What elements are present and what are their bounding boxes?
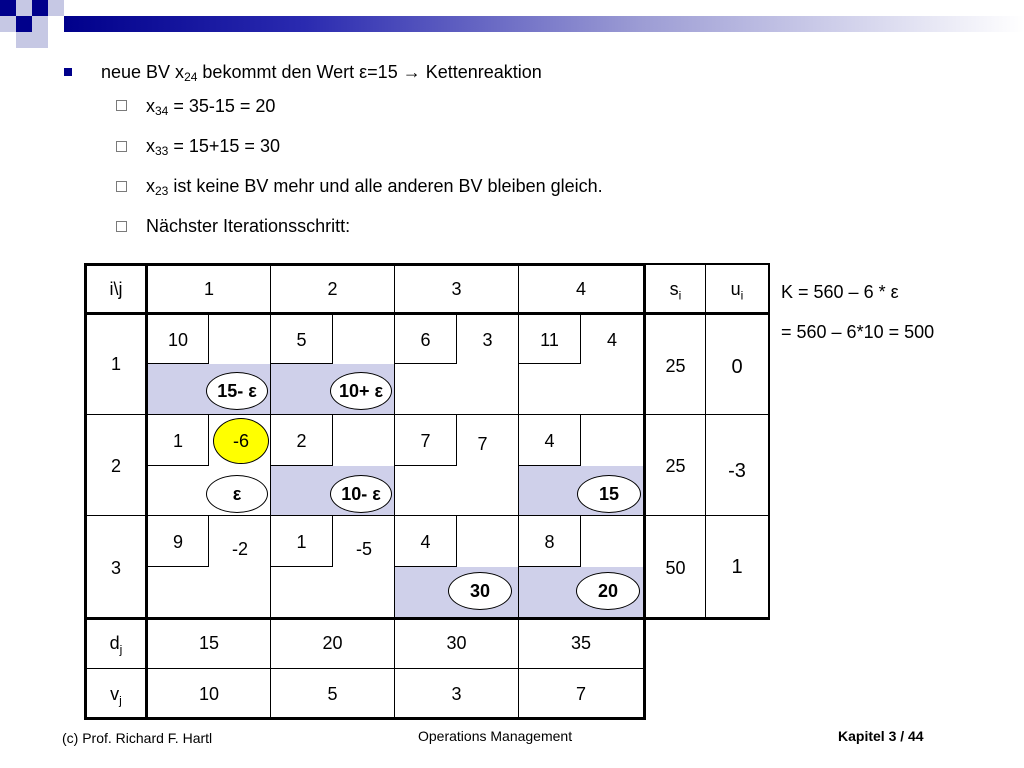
cost-value: 4: [420, 532, 431, 552]
allocation-ellipse: 30: [448, 572, 512, 610]
cost-value: 4: [544, 431, 555, 451]
supply-value: 50: [665, 558, 686, 578]
u-value: 0: [731, 356, 743, 378]
cost-box-border: [519, 363, 581, 364]
table-border: [84, 668, 646, 669]
cost-value: 9: [172, 532, 183, 552]
header-supply: $s_i$: [669, 279, 682, 303]
bullet-sub-1: $x_{34} = 35-15 = 20$: [146, 96, 276, 118]
cost-box-border: [332, 313, 333, 364]
table-border: [643, 263, 769, 265]
cost-box-border: [395, 363, 457, 364]
cost-note-2: = 560 – 6*10 = 500: [781, 322, 935, 342]
cost-box-border: [580, 415, 581, 466]
row-label: 1: [110, 354, 121, 374]
table-border: [84, 617, 770, 620]
demand-value: 20: [322, 633, 343, 653]
cost-box-border: [208, 313, 209, 364]
cost-box-border: [271, 363, 333, 364]
header-corner: i\j: [109, 279, 123, 299]
cost-box-border: [519, 465, 581, 466]
reduced-cost-highlight: -6: [213, 418, 269, 464]
hollow-bullet-icon: [116, 100, 127, 111]
cost-box-border: [395, 566, 457, 567]
allocation-ellipse: 15: [577, 475, 641, 513]
supply-value: 25: [665, 456, 686, 476]
supply-value: 25: [665, 356, 686, 376]
demand-value: 15: [198, 633, 220, 653]
header-col-2: 2: [327, 279, 338, 299]
footer-course: Operations Management: [418, 728, 573, 744]
v-value: 10: [198, 684, 220, 704]
reduced-cost: 7: [477, 434, 488, 454]
allocation-ellipse: 10- ε: [330, 475, 392, 513]
deco-square: [16, 0, 32, 16]
deco-square: [16, 32, 32, 48]
header-decoration: [0, 0, 1024, 48]
cost-value: 11: [540, 330, 559, 350]
cost-value: 6: [420, 330, 431, 350]
allocation-ellipse: 15- ε: [206, 372, 268, 410]
hollow-bullet-icon: [116, 221, 127, 232]
cost-value: 5: [296, 330, 307, 350]
table-border: [768, 263, 770, 619]
cost-box-border: [147, 465, 209, 466]
reduced-cost: -5: [355, 539, 372, 559]
u-value: 1: [731, 556, 743, 578]
cost-box-border: [332, 516, 333, 567]
bullet-sub-4: Nächster Iterationsschritt:: [146, 216, 351, 236]
cost-box-border: [208, 415, 209, 466]
deco-square: [16, 16, 32, 32]
deco-square: [32, 32, 48, 48]
row-label: 3: [110, 558, 121, 578]
cost-value: 10: [167, 330, 189, 350]
u-value: -3: [728, 460, 746, 482]
bullet-sub-3: $x_{23}$ ist keine BV mehr und alle anderen BV bleiben gleich.: [146, 176, 603, 198]
deco-square: [32, 16, 48, 32]
bullet-square-icon: [64, 68, 72, 76]
reduced-cost: 4: [606, 330, 617, 350]
cost-value: 1: [172, 431, 183, 451]
table-border: [84, 515, 770, 516]
allocation-ellipse: 20: [576, 572, 640, 610]
cost-note-1: K = 560 – 6 * ε: [781, 282, 899, 302]
demand-label: $d_j$: [109, 633, 123, 657]
table-border: [84, 312, 770, 315]
allocation-ellipse: ε: [206, 475, 268, 513]
cost-box-border: [208, 516, 209, 567]
footer-author: (c) Prof. Richard F. Hartl: [62, 730, 213, 746]
deco-square: [48, 0, 64, 16]
cost-value: 8: [544, 532, 555, 552]
table-border: [643, 263, 646, 720]
header-col-4: 4: [575, 279, 586, 299]
reduced-cost: 3: [482, 330, 493, 350]
hollow-bullet-icon: [116, 141, 127, 152]
cost-box-border: [147, 363, 209, 364]
header-u: $u_i$: [730, 279, 744, 303]
v-label: $v_j$: [110, 684, 122, 708]
bullet-main: neue BV $x_{24}$ bekommt den Wert ε=15 → Kettenreaktion: [101, 62, 542, 84]
header-col-3: 3: [451, 279, 462, 299]
cost-value: 7: [420, 431, 431, 451]
deco-square: [0, 16, 16, 32]
cost-box-border: [456, 516, 457, 567]
cost-box-border: [519, 566, 581, 567]
cost-box-border: [271, 465, 333, 466]
v-value: 5: [327, 684, 338, 704]
deco-square: [32, 0, 48, 16]
table-border: [84, 263, 646, 266]
cost-box-border: [580, 516, 581, 567]
table-border: [84, 414, 770, 415]
bullet-sub-2: $x_{33} = 15+15 = 30$: [146, 136, 280, 158]
cost-box-border: [271, 566, 333, 567]
reduced-cost: -2: [231, 539, 248, 559]
cost-box-border: [332, 415, 333, 466]
demand-value: 35: [570, 633, 592, 653]
cost-box-border: [147, 566, 209, 567]
row-label: 2: [110, 456, 121, 476]
header-gradient-bar: [64, 16, 1024, 32]
allocation-ellipse: 10+ ε: [330, 372, 392, 410]
deco-square: [0, 0, 16, 16]
table-border: [84, 717, 646, 720]
cost-box-border: [395, 465, 457, 466]
hollow-bullet-icon: [116, 181, 127, 192]
cost-value: 2: [296, 431, 307, 451]
header-col-1: 1: [203, 279, 214, 299]
cost-value: 1: [296, 532, 307, 552]
footer-page: Kapitel 3 / 44: [838, 728, 924, 744]
demand-value: 30: [446, 633, 467, 653]
v-value: 3: [451, 684, 462, 704]
v-value: 7: [575, 684, 586, 704]
